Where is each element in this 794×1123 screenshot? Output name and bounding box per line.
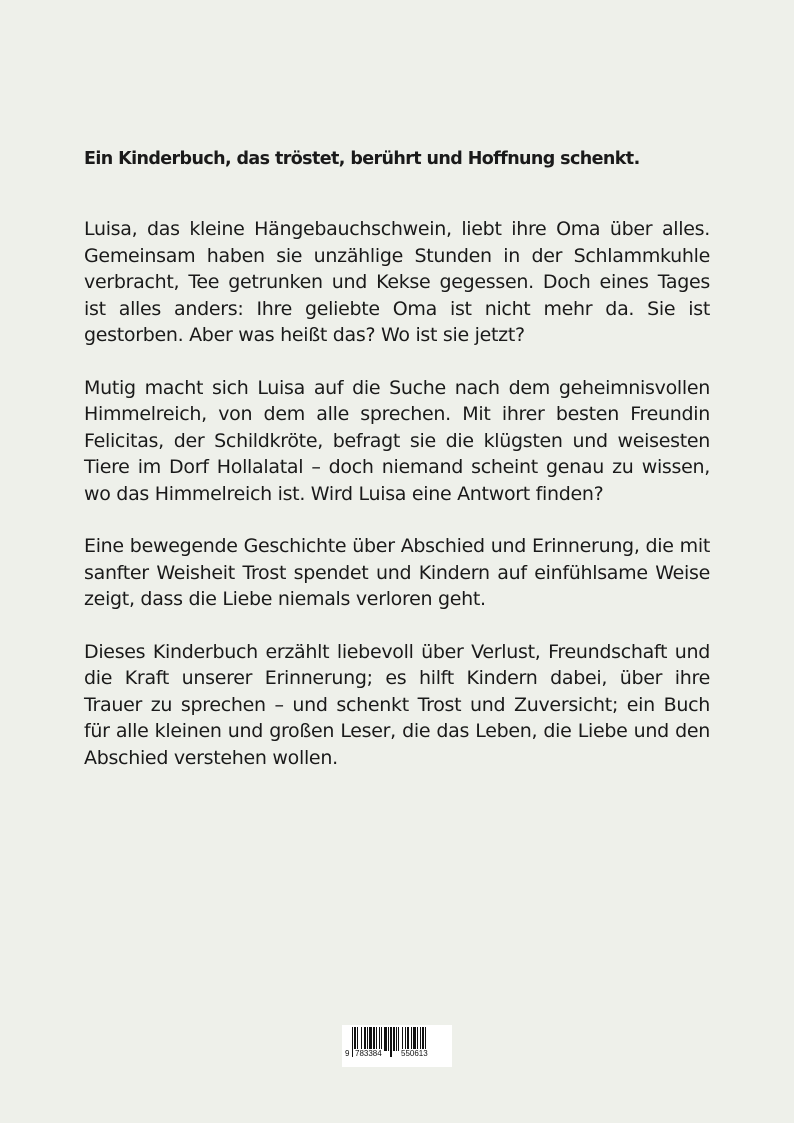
isbn-barcode (342, 1025, 452, 1067)
barcode-bar (381, 1027, 382, 1051)
barcode-bar (407, 1027, 409, 1051)
barcode-bar (379, 1027, 380, 1051)
barcode-bar (384, 1027, 387, 1051)
barcode-bar (398, 1027, 399, 1051)
barcode-digits-left: 783384 (355, 1049, 382, 1058)
paragraph-1: Luisa, das kleine Hängebauchschwein, liebt ihre Oma über alles. Gemeinsam haben sie unzählige Stunden in der Schlammkuhle verbracht, Tee getrunken und Kekse gegessen. Doch eines Tages ist alles anders: Ihre geliebte Oma ist nicht mehr da. Sie ist gestorben. Aber was heißt das? Wo ist sie jetzt? (84, 218, 710, 346)
barcode-bar (396, 1027, 397, 1051)
barcode-bar (413, 1027, 416, 1051)
barcode-bar (405, 1027, 406, 1051)
barcode-bar (373, 1027, 375, 1051)
barcode-bar (402, 1027, 403, 1051)
paragraph-2: Mutig macht sich Luisa auf die Suche nach dem geheimnisvollen Himmelreich, von dem alle sprechen. Mit ihrer besten Freundin Felicitas, der Schildkröte, befragt sie die klügsten und weisesten Tiere im Dorf Hollalatal – doch niemand scheint genau zu wissen, wo das Himmelreich ist. Wird Luisa eine Antwort finden? (84, 376, 710, 505)
barcode-digits (342, 1049, 452, 1061)
barcode-digits-right: 550613 (401, 1049, 428, 1058)
barcode-bar (361, 1027, 362, 1051)
paragraph-3: Eine bewegende Geschichte über Abschied und Erinnerung, die mit sanfter Weisheit Trost spendet und Kindern auf einfühlsame Weise zeigt, dass die Liebe niemals verloren geht. (84, 535, 710, 610)
blurb (84, 216, 710, 797)
barcode-bar (376, 1027, 377, 1051)
barcode-digit-first: 9 (345, 1049, 350, 1058)
paragraph-4: Dieses Kinderbuch erzählt liebevoll über Verlust, Freundschaft und die Kraft unserer Erinnerung; es hilft Kindern dabei, über ihre Trauer zu sprechen – und schenkt Trost und Zuversicht; ein Buch für alle kleinen und großen Leser, die das Leben, die Liebe und den Abschied verstehen wollen. (84, 640, 710, 769)
barcode-bar (369, 1027, 372, 1051)
headline: Ein Kinderbuch, das tröstet, berührt und Hoffnung schenkt. (84, 149, 640, 169)
barcode-bar (420, 1027, 421, 1051)
barcode-bar (364, 1027, 366, 1051)
barcode-bar (367, 1027, 368, 1051)
barcode-bar (411, 1027, 412, 1051)
barcode-bar (417, 1027, 418, 1051)
barcode-bar (388, 1027, 389, 1051)
barcode-bar (393, 1027, 395, 1051)
barcode-bar (357, 1027, 358, 1051)
